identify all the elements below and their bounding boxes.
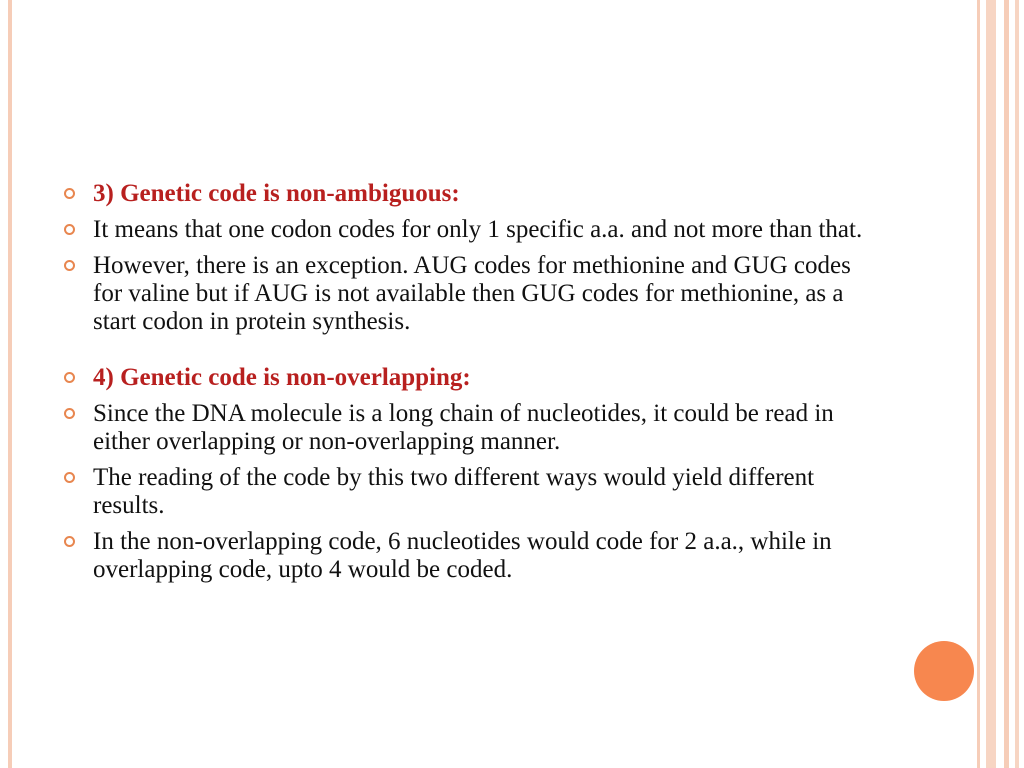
right-frame-stripe [1015, 0, 1019, 768]
bullet-text: However, there is an exception. AUG codes for methionine and GUG codes for valine but if AUG is not available then GUG codes for methionine, as a start codon in protein synthesis. [93, 252, 851, 335]
decorative-orb [914, 641, 974, 701]
right-frame-stripe [986, 0, 996, 768]
bullet-item [62, 216, 882, 244]
bullet-text: Since the DNA molecule is a long chain of nucleotides, it could be read in either overlapping or non-overlapping manner. [93, 400, 834, 455]
bullet-ring-icon [64, 536, 75, 547]
bullet-text: In the non-overlapping code, 6 nucleotides would code for 2 a.a., while in overlapping code, upto 4 would be coded. [93, 528, 832, 583]
bullet-text: It means that one codon codes for only 1 specific a.a. and not more than that. [93, 216, 863, 243]
slide-content [62, 180, 882, 592]
bullet-text: The reading of the code by this two different ways would yield different results. [93, 464, 815, 519]
right-frame-stripe [1004, 0, 1009, 768]
bullet-ring-icon [64, 188, 75, 199]
bullet-ring-icon [64, 260, 75, 271]
section-gap [62, 344, 882, 364]
bullet-ring-icon [64, 408, 75, 419]
bullet-text: 3) Genetic code is non-ambiguous: [93, 180, 460, 207]
bullet-heading-non-ambiguous [62, 180, 882, 208]
left-frame-border [8, 0, 12, 768]
bullet-heading-non-overlapping [62, 364, 882, 392]
bullet-ring-icon [64, 372, 75, 383]
bullet-item [62, 464, 882, 520]
bullet-item [62, 400, 882, 456]
bullet-ring-icon [64, 224, 75, 235]
bullet-item [62, 252, 882, 336]
bullet-ring-icon [64, 472, 75, 483]
bullet-text: 4) Genetic code is non-overlapping: [93, 364, 471, 391]
right-frame-stripe [977, 0, 980, 768]
bullet-item [62, 528, 882, 584]
